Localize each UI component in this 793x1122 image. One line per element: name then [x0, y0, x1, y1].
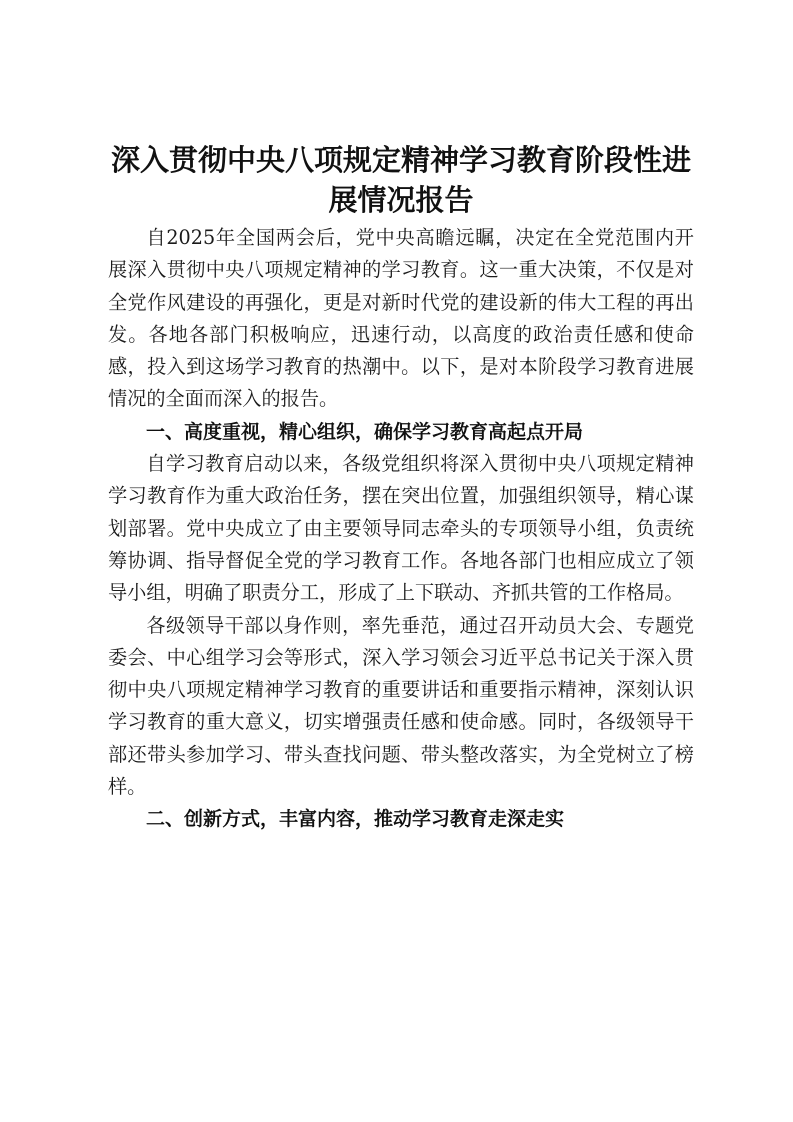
document-body — [108, 140, 694, 836]
document-title: 深入贯彻中央八项规定精神学习教育阶段性进展情况报告 — [110, 143, 691, 217]
section-1-paragraph-2: 各级领导干部以身作则，率先垂范，通过召开动员大会、专题党委会、中心组学习会等形式，深入学习领会习近平总书记关于深入贯彻中央八项规定精神学习教育的重要讲话和重要指示精神，深刻认识学习教育的重大意义，切实增强责任感和使命感。同时，各级领导干部还带头参加学习、带头查找问题、带头整改落实，为全党树立了榜样。 — [108, 613, 694, 799]
section-1-paragraph-1: 自学习教育启动以来，各级党组织将深入贯彻中央八项规定精神学习教育作为重大政治任务，摆在突出位置，加强组织领导，精心谋划部署。党中央成立了由主要领导同志牵头的专项领导小组，负责统筹协调、指导督促全党的学习教育工作。各地各部门也相应成立了领导小组，明确了职责分工，形成了上下联动、齐抓共管的工作格局。 — [108, 452, 694, 605]
section-1-heading: 一、高度重视，精心组织，确保学习教育高起点开局 — [146, 420, 584, 443]
intro-paragraph: 自2025年全国两会后，党中央高瞻远瞩，决定在全党范围内开展深入贯彻中央八项规定精神的学习教育。这一重大决策，不仅是对全党作风建设的再强化，更是对新时代党的建设新的伟大工程的再出发。各地各部门积极响应，迅速行动，以高度的政治责任感和使命感，投入到这场学习教育的热潮中。以下，是对本阶段学习教育进展情况的全面而深入的报告。 — [108, 226, 694, 411]
section-2-heading: 二、创新方式，丰富内容，推动学习教育走深走实 — [146, 808, 565, 831]
